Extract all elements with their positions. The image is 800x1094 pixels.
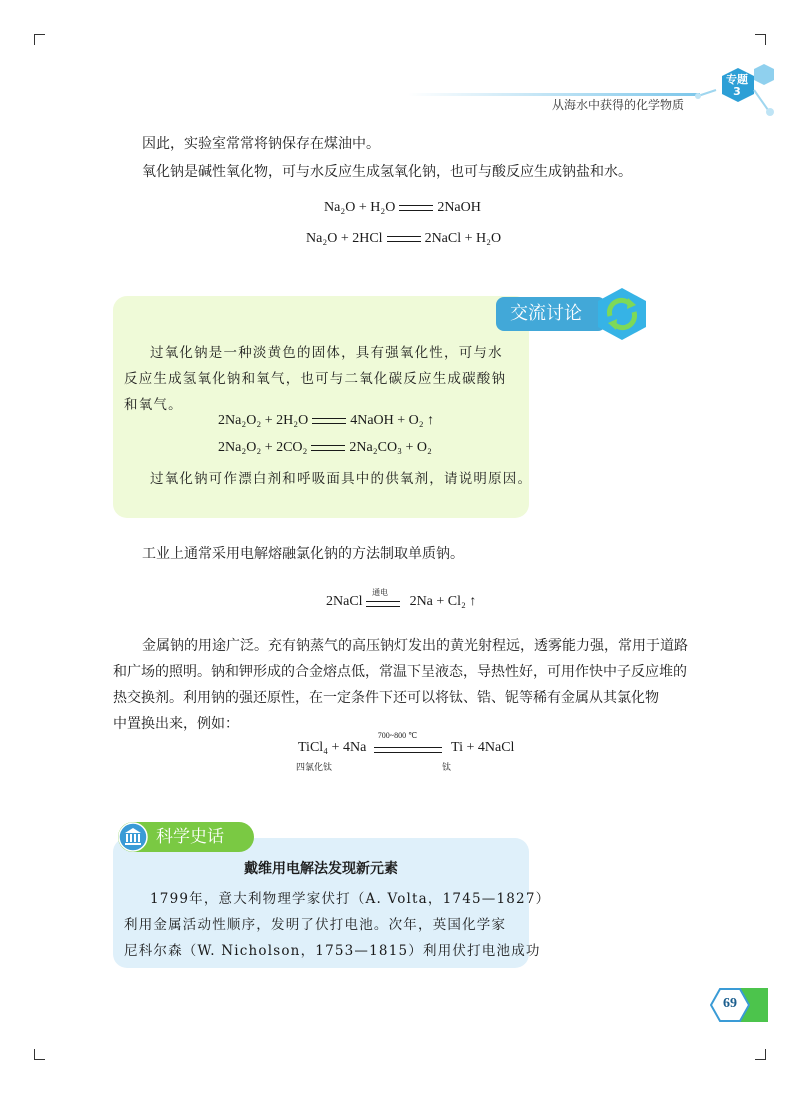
running-title: 从海水中获得的化学物质 <box>552 98 685 112</box>
crop-mark-top-right <box>755 34 766 45</box>
use-line-3: 热交换剂。利用钠的强还原性，在一定条件下还可以将钛、锆、铌等稀有金属从其氯化物 <box>113 690 659 706</box>
discussion-tab: 交流讨论 <box>496 297 606 331</box>
discussion-line-3: 和氧气。 <box>124 397 183 413</box>
use-line-4: 中置换出来，例如： <box>113 716 239 732</box>
history-title: 戴维用电解法发现新元素 <box>244 861 398 877</box>
museum-icon <box>118 822 148 852</box>
discussion-question: 过氧化钠可作漂白剂和呼吸面具中的供氧剂，请说明原因。 <box>150 471 533 487</box>
equation-6-note-right: 钛 <box>442 763 452 773</box>
body-line-3: 工业上通常采用电解熔融氯化钠的方法制取单质钠。 <box>142 546 464 562</box>
chapter-badge: 专题 3 <box>726 73 748 98</box>
equation-3: 2Na₂O₂ + 2H₂O 4NaOH + O₂ ↑ <box>218 413 435 428</box>
equation-6: TiCl₄ + 4Na 700~800 ℃ Ti + 4NaCl <box>298 730 515 755</box>
history-line-2: 利用金属活动性顺序，发明了伏打电池。次年，英国化学家 <box>124 917 507 933</box>
equation-4: 2Na₂O₂ + 2CO₂ 2Na₂CO₃ + O₂ <box>218 440 432 455</box>
crop-mark-top-left <box>34 34 45 45</box>
page-number: 69 <box>723 996 737 1011</box>
body-line-1: 因此，实验室常常将钠保存在煤油中。 <box>142 136 380 152</box>
equation-2: Na₂O + 2HCl 2NaCl + H₂O <box>306 231 502 246</box>
use-line-2: 和广场的照明。钠和钾形成的合金熔点低，常温下呈液态，导热性好，可用作快中子反应堆的 <box>113 664 687 680</box>
history-line-3: 尼科尔森（W. Nicholson，1753—1815）利用伏打电池成功 <box>124 943 541 959</box>
history-tab: 科学史话 <box>118 822 254 852</box>
crop-mark-bottom-left <box>34 1049 45 1060</box>
discussion-line-1: 过氧化钠是一种淡黄色的固体，具有强氧化性，可与水 <box>150 345 503 361</box>
crop-mark-bottom-right <box>755 1049 766 1060</box>
body-line-2: 氧化钠是碱性氧化物，可与水反应生成氢氧化钠，也可与酸反应生成钠盐和水。 <box>142 164 632 180</box>
cycle-arrows-icon <box>594 286 650 342</box>
history-line-1: 1799年，意大利物理学家伏打（A. Volta，1745—1827） <box>150 891 551 907</box>
equation-6-note-left: 四氯化钛 <box>296 763 333 773</box>
use-line-1: 金属钠的用途广泛。充有钠蒸气的高压钠灯发出的黄光射程远，透雾能力强，常用于道路 <box>142 638 688 654</box>
equation-1: Na₂O + H₂O 2NaOH <box>324 200 481 215</box>
discussion-line-2: 反应生成氢氧化钠和氧气，也可与二氧化碳反应生成碳酸钠 <box>124 371 507 387</box>
equation-5: 2NaCl 通电 2Na + Cl₂ ↑ <box>326 587 477 609</box>
